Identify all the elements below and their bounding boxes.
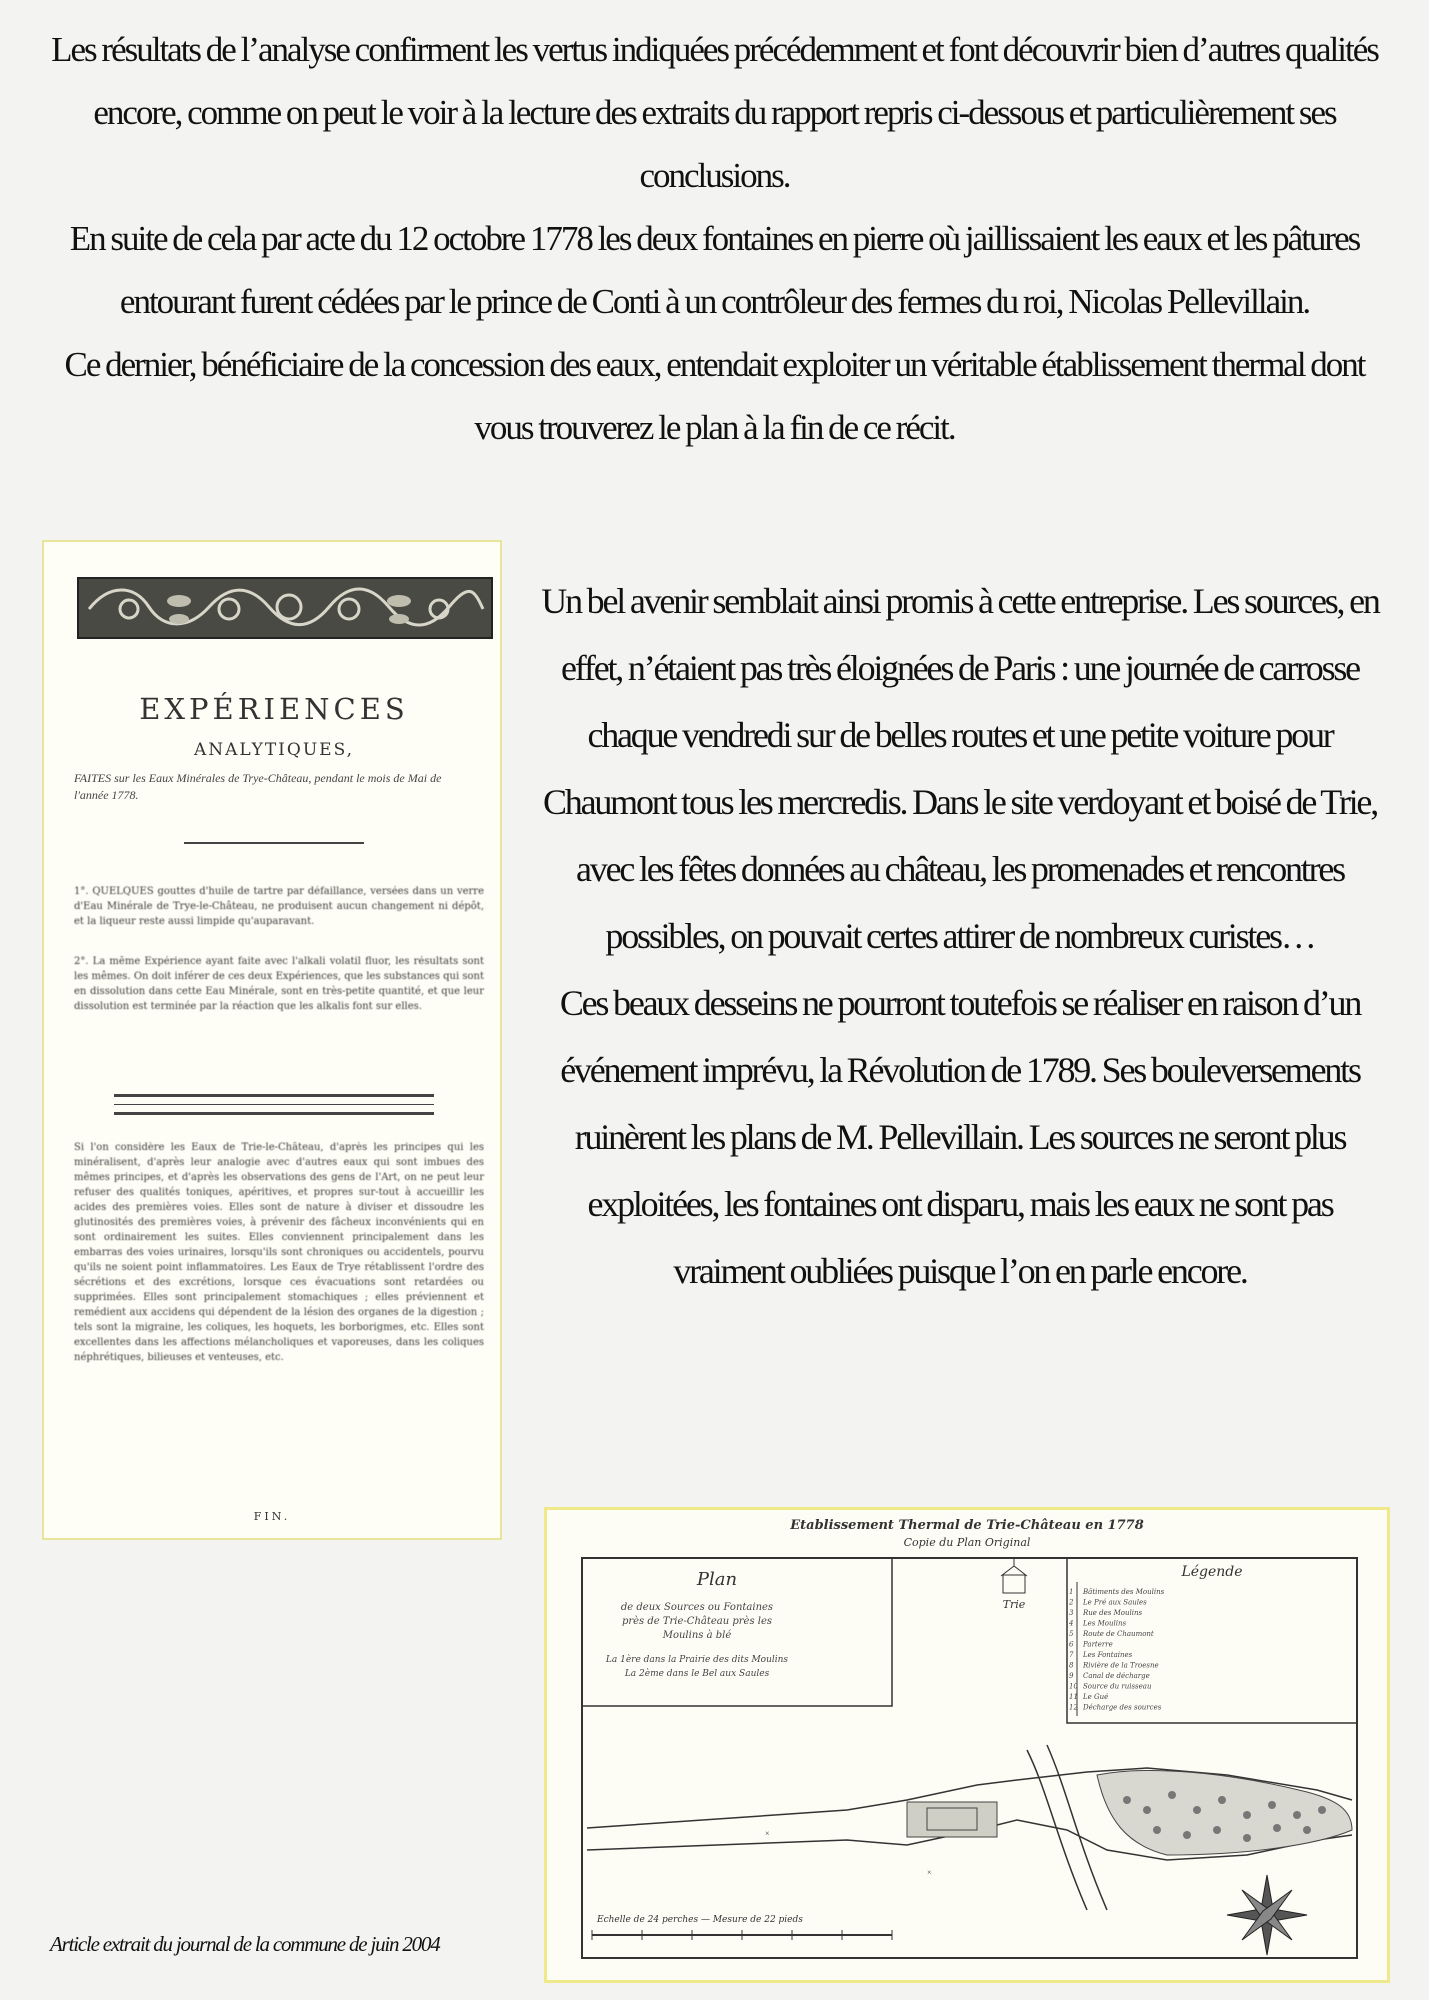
ornament-banner [77, 577, 493, 639]
intro-paragraph-3: Ce dernier, bénéficiaire de la concession des eaux, entendait exploiter un véritable établissement thermal dont vous trouverez le plan à la fin de ce récit. [64, 345, 1365, 447]
map-title: Etablissement Thermal de Trie-Château en 1778 [790, 1518, 1144, 1533]
main-paragraph-1: Un bel avenir semblait ainsi promis à cette entreprise. Les sources, en effet, n’étaient pas très éloignées de Paris : une journée de carrosse chaque vendredi sur de belles routes et une petite voiture pour Chaumont tous les mercredis. Dans le site verdoyant et boisé de Trie, avec les fêtes données au château, les promenades et rencontres possibles, on pouvait certes attirer de nombreux curistes… [541, 581, 1379, 956]
map-legend-item: Les Moulins [1083, 1619, 1127, 1628]
map-legend-item: Décharge des sources [1083, 1703, 1162, 1712]
intro-paragraph-2: En suite de cela par acte du 12 octobre 1778 les deux fontaines en pierre où jaillissaient les eaux et les pâtures entourant furent cédées par le prince de Conti à un contrôleur des fermes du roi, Nicolas Pellevillain. [69, 219, 1360, 321]
experiences-document-scan [42, 540, 502, 1540]
main-paragraph-2: Ces beaux desseins ne pourront toutefois se réaliser en raison d’un événement imprévu, la Révolution de 1789. Ses bouleversements ruinèrent les plans de M. Pellevillain. Les sources ne seront plus exploitées, les fontaines ont disparu, mais les eaux ne sont pas vraiment oubliées puisque l’on en parle encore. [559, 983, 1361, 1291]
compass-rose-icon [1227, 1875, 1307, 1955]
map-plan-note: La 1ère dans la Prairie des dits Moulins [605, 1655, 789, 1665]
map-subtitle: Copie du Plan Original [903, 1536, 1031, 1549]
map-legend-item: Rivière de la Troesne [1083, 1661, 1159, 1670]
map-legend-number: 4 [1069, 1619, 1074, 1628]
map-legend-number: 9 [1069, 1672, 1074, 1680]
map-legend-number: 6 [1069, 1640, 1074, 1649]
map-legend-item: Route de Chaumont [1083, 1630, 1154, 1638]
document-fin: FIN. [253, 1510, 291, 1523]
church-icon [1001, 1558, 1027, 1593]
map-plan-text: de deux Sources ou Fontaines [620, 1602, 774, 1613]
divider [114, 1104, 434, 1105]
svg-text:×: × [927, 1868, 932, 1877]
map-legend-number: 1 [1069, 1588, 1074, 1596]
map-legend-number: 12 [1069, 1703, 1078, 1712]
map-legend-item: Canal de décharge [1083, 1672, 1150, 1680]
intro-paragraph-1: Les résultats de l’analyse confirment les vertus indiquées précédemment et font découvrir bien d’autres qualités encore, comme on peut le voir à la lecture des extraits du rapport repris ci-dessous et particulièrement ses conclusions. [51, 30, 1378, 195]
thermal-plan-map-scan [544, 1507, 1390, 1983]
map-plan-text: Moulins à blé [662, 1630, 732, 1641]
map-legend-heading: Légende [1181, 1564, 1243, 1580]
main-text [532, 568, 1388, 1305]
map-legend-number: 7 [1069, 1651, 1074, 1659]
document-paragraph-3: Si l'on considère les Eaux de Trie-le-Château, d'après les principes qui les minéralisent, d'après leur analogie avec d'autres eaux qui sont imbues des mêmes principes, et d'après les observations des gens de l'Art, on ne peut leur refuser des qualités toniques, apéritives, et propres sur-tout à accueillir les acides des premières voies. Elles sont de nature à diviser et dissoudre les glutinosités des premières voies, à prévenir des fâcheux inconvénients qui en sont ordinairement les suites. Elles conviennent principalement dans les embarras des voies urinaires, lorsqu'ils sont chroniques ou accidentels, pourvu qu'ils ne soient point inflammatoires. Les Eaux de Trye rétablissent l'ordre des sécrétions et des excrétions, lorsque ces évacuations sont retardées ou supprimées. Elles sont principalement stomachiques ; elles préviennent et remédient aux accidens qui dépendent de la lésion des organes de la digestion ; tels sont la migraine, les coliques, les hoquets, les borborigmes, etc. Elles sont excellentes dans les affections mélancholiques et vaporeuses, dans les coliques néphrétiques, bilieuses et venteuses, etc. [74, 1142, 484, 1363]
map-village-label: Trie [1002, 1598, 1026, 1611]
map-legend-number: 8 [1069, 1661, 1074, 1670]
document-header-line: FAITES sur les Eaux Minérales de Trye-Château, pendant le mois de Mai de l'année 1778. [74, 771, 442, 802]
map-legend-number: 3 [1069, 1609, 1074, 1617]
map-scale-label: Echelle de 24 perches — Mesure de 22 pieds [597, 1915, 803, 1925]
map-legend-item: Parterre [1083, 1640, 1113, 1649]
article-source-caption: Article extrait du journal de la commune de juin 2004 [50, 1932, 440, 1956]
map-plan-note: La 2ème dans le Bel aux Saules [624, 1669, 770, 1679]
map-legend-number: 11 [1069, 1693, 1078, 1701]
document-subtitle: ANALYTIQUES, [193, 740, 355, 760]
document-paragraph-1: 1°. QUELQUES gouttes d'huile de tartre par défaillance, versées dans un verre d'Eau Minérale de Trye-le-Château, ne produisent aucun changement ni dépôt, et la liqueur reste aussi limpide qu'auparavant. [74, 886, 484, 927]
intro-text [40, 18, 1389, 459]
map-plan-text: près de Trie-Château près les [621, 1616, 773, 1627]
map-legend-number: 10 [1069, 1682, 1078, 1691]
svg-text:×: × [765, 1829, 770, 1838]
map-legend-item: Rue des Moulins [1083, 1609, 1143, 1617]
map-drawing [547, 1510, 1387, 1980]
map-legend-item: Source du ruisseau [1083, 1682, 1152, 1691]
divider [114, 1112, 434, 1115]
document-title: EXPÉRIENCES [139, 692, 409, 726]
map-legend-number: 2 [1069, 1598, 1074, 1607]
document-paragraph-2: 2°. La même Expérience ayant faite avec l'alkali volatil fluor, les résultats sont les mêmes. On doit inférer de ces deux Expériences, que les substances qui sont en dissolution dans cette Eau Minérale, sont en très-petite quantité, et que leur dissolution est terminée par la réaction que les alkalis font sur elles. [74, 956, 484, 1012]
map-plan-heading: Plan [696, 1569, 738, 1590]
divider [114, 1094, 434, 1097]
map-legend-item: Le Gué [1083, 1693, 1109, 1701]
map-legend-item: Les Fontaines [1083, 1651, 1133, 1659]
map-legend-item: Bâtiments des Moulins [1083, 1588, 1165, 1596]
map-legend-item: Le Pré aux Saules [1083, 1598, 1147, 1607]
divider [184, 842, 364, 844]
map-legend-number: 5 [1069, 1630, 1074, 1638]
